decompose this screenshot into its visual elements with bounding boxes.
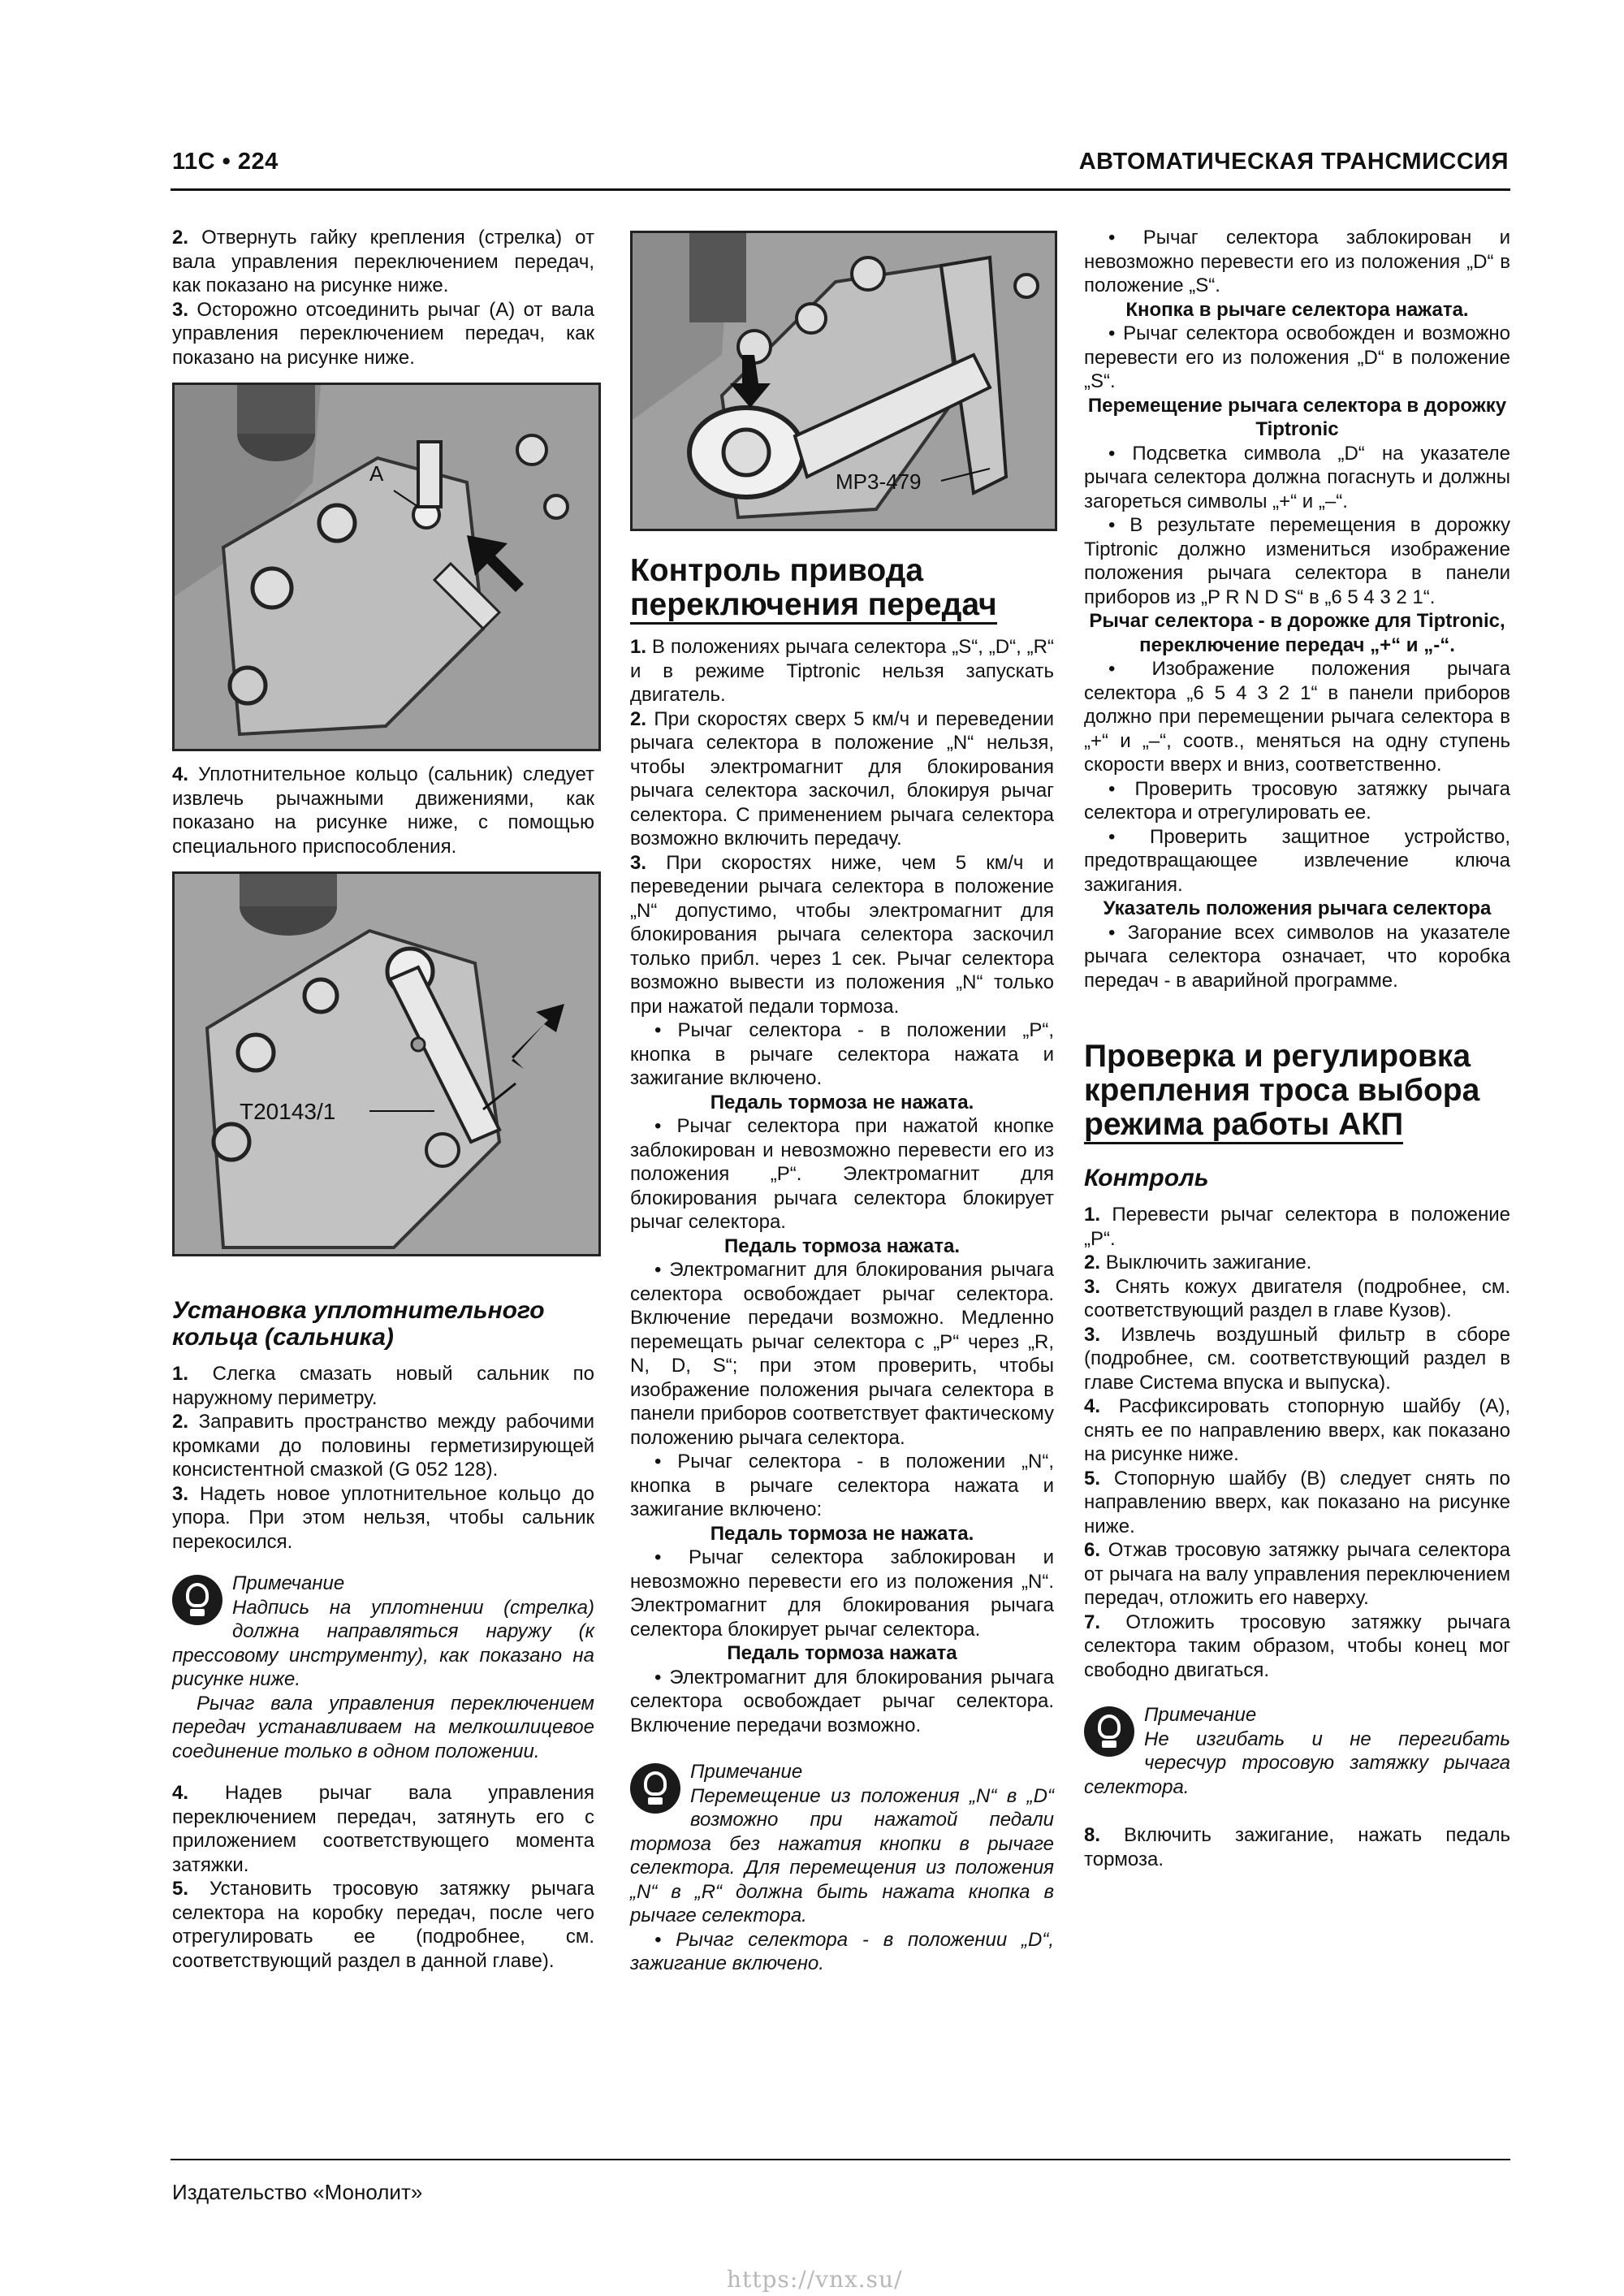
control-step-3: 3. Снять кожух двигателя (подробнее, см. соответствующий раздел в главе Кузов). (1084, 1275, 1510, 1321)
control-step-8: 8. Включить зажигание, нажать педаль тормоза. (1084, 1824, 1510, 1870)
bullet-p-position: • Рычаг селектора - в положении „P“, кнопка в рычаге селектора нажата и зажигание включено. (630, 1019, 1054, 1089)
note-bulb-icon (1084, 1706, 1134, 1757)
figure-label-a: A (369, 461, 384, 486)
heading-position-indicator: Указатель положения рычага селектора (1103, 897, 1492, 919)
install-step-1: 1. Слегка смазать новый сальник по наружному периметру. (172, 1363, 595, 1409)
note-cable-bend (1084, 1703, 1510, 1799)
step-2: 2. Отвернуть гайку крепления (стрелка) от вала управления переключением передач, как показано на рисунке ниже. (172, 227, 594, 296)
install-step-5: 5. Установить тросовую затяжку рычага селектора на коробку передач, после чего отрегулировать ее (подробнее, см. соответствующий раздел в данной главе). (172, 1878, 595, 1972)
figure-shaft-nut (630, 231, 1057, 531)
heading-brake-pressed-1: Педаль тормоза нажата. (724, 1234, 960, 1257)
control-step-6: 6. Отжав тросовую затяжку рычага селектора от рычага на валу управления переключением передач, отложить его наверху. (1084, 1539, 1510, 1609)
note-text-1: Надпись на уплотнении (стрелка) должна направляться наружу (к прессовому инструменту), как показано на рисунке ниже. (172, 1596, 594, 1690)
note-text-2: • Рычаг селектора - в положении „D“, зажигание включено. (630, 1928, 1054, 1974)
bullet-emergency-mode: • Загорание всех символов на указателе рычага селектора означает, что коробка передач - в аварийной программе. (1084, 921, 1510, 992)
control-step-4: 4. Расфиксировать стопорную шайбу (А), снять ее по направлению вверх, как показано на рисунке ниже. (1084, 1395, 1510, 1465)
note-bulb-icon (630, 1763, 680, 1814)
bullet-released-n: • Электромагнит для блокирования рычага селектора освобождает рычаг селектора. Включение передачи возможно. (630, 1666, 1054, 1736)
footer-rule (171, 2159, 1510, 2160)
page-number: 11C • 224 (172, 149, 279, 175)
note-bulb-icon (172, 1575, 222, 1625)
bullet-locked-n: • Рычаг селектора заблокирован и невозможно перевести его из положения „N“. Электромагнит для блокирования рычага селектора блокирует рычаг селектора. (630, 1546, 1054, 1641)
install-step-3: 3. Надеть новое уплотнительное кольцо до упора. При этом нельзя, чтобы сальник перекосился. (172, 1482, 594, 1553)
bullet-locked-p: • Рычаг селектора при нажатой кнопке заблокирован и невозможно перевести его из положения „P“. Электромагнит для блокирования рычага селектора блокирует рычаг селектора. (630, 1115, 1054, 1233)
header-rule (171, 188, 1510, 191)
bullet-d-symbol: • Подсветка символа „D“ на указателе рычага селектора должна погаснуть и должны загореться символы „+“ и „–“. (1084, 442, 1510, 512)
heading-brake-pressed-2: Педаль тормоза нажата (727, 1642, 957, 1664)
note-title: Примечание (232, 1572, 345, 1594)
control-step-1: 1. Перевести рычаг селектора в положение „P“. (1084, 1204, 1510, 1250)
subsection-control-title: Контроль (1084, 1165, 1209, 1191)
heading-tiptronic-shift: Рычаг селектора - в дорожке для Tiptronic, переключение передач „+“ и „-“. (1089, 610, 1505, 656)
bullet-locked-d: • Рычаг селектора заблокирован и невозможно перевести его из положения „D“ в положение „S“. (1084, 227, 1510, 296)
heading-brake-not-pressed-2: Педаль тормоза не нажата. (710, 1522, 974, 1545)
bullet-released-d: • Рычаг селектора освобожден и возможно перевести его из положения „D“ в положение „S“. (1084, 322, 1510, 392)
step-3: 3. Осторожно отсоединить рычаг (А) от вала управления переключением передач, как показано на рисунке ниже. (172, 298, 594, 369)
note-n-to-d (630, 1760, 1054, 1976)
heading-button-pressed: Кнопка в рычаге селектора нажата. (1125, 298, 1469, 321)
control-step-2: 2. Выключить зажигание. (1084, 1252, 1312, 1273)
control-step-5: 5. Стопорную шайбу (В) следует снять по направлению вверх, как показано на рисунке ниже. (1084, 1467, 1510, 1537)
install-step-2: 2. Заправить пространство между рабочими кромками до половины герметизирующей консистентной смазкой (G 052 128). (172, 1411, 594, 1481)
install-step-4: 4. Надев рычаг вала управления переключением передач, затянуть его с приложением соответствующего момента затяжки. (172, 1782, 594, 1876)
heading-tiptronic-move: Перемещение рычага селектора в дорожку Tiptronic (1087, 394, 1507, 440)
bullet-n-position: • Рычаг селектора - в положении „N“, кнопка в рычаге селектора нажата и зажигание включено: (630, 1451, 1054, 1520)
column-3 (1084, 226, 1510, 1871)
section-drive-check-title: Контроль привода переключения передач (630, 554, 1054, 622)
figure-seal-removal (172, 871, 601, 1256)
bullet-check-key-lock: • Проверить защитное устройство, предотвращающее извлечение ключа зажигания. (1084, 825, 1510, 896)
note-text-2: Рычаг вала управления переключением передач устанавливаем на мелкошлицевое соединение только в одном положении. (172, 1692, 594, 1762)
note-seal (172, 1572, 594, 1763)
chapter-title: АВТОМАТИЧЕСКАЯ ТРАНСМИССИЯ (1078, 149, 1509, 175)
section-seal-install-title: Установка уплотнительного кольца (сальника) (172, 1297, 545, 1351)
check-step-1: 1. В положениях рычага селектора „S“, „D“, „R“ и в режиме Tiptronic нельзя запускать двигатель. (630, 636, 1054, 706)
figure-lever-removal (172, 383, 601, 751)
bullet-check-cable: • Проверить тросовую затяжку рычага селектора и отрегулировать ее. (1084, 777, 1510, 824)
bullet-released-p: • Электромагнит для блокирования рычага селектора освобождает рычаг селектора. Включение передачи возможно. Медленно перемещать рычаг селектора с „P“ через „R, N, D, S“; при этом проверить, чтобы изображение положения рычага селектора в панели приборов соответствует фактическому положению рычага селектора. (630, 1259, 1054, 1449)
note-title: Примечание (1144, 1704, 1257, 1726)
check-step-2: 2. При скоростях сверх 5 км/ч и переведении рычага селектора в положение „N“ нельзя, чтобы электромагнит для блокирования рычага селектора заскочил, блокируя рычаг селектора. С применением рычага селектора возможно включить передачу. (630, 707, 1054, 850)
bullet-display-change: • Изображение положения рычага селектора „6 5 4 3 2 1“ в панели приборов должно при перемещении рычага селектора в „+“ и „–“, соотв., меняться на одну ступень скорости вверх и вниз, соответственно. (1084, 658, 1510, 776)
publisher: Издательство «Монолит» (172, 2180, 423, 2204)
bullet-tiptronic-display: • В результате перемещения в дорожку Tiptronic должно измениться изображение положения рычага селектора в панели приборов из „P R N D S“ в „6 5 4 3 2 1“. (1084, 514, 1510, 608)
step-4: 4. Уплотнительное кольцо (сальник) следует извлечь рычажными движениями, как показано на рисунке ниже, с помощью специального приспособления. (172, 763, 594, 858)
watermark-url: https://vnx.su/ (727, 2266, 903, 2293)
check-step-3: 3. При скоростях ниже, чем 5 км/ч и переведении рычага селектора в положение „N“ допустимо, чтобы электромагнит для блокирования рычага селектора заскочил только прибл. через 1 сек. Рычаг селектора возможно вывести из положения „N“ только при нажатой педали тормоза. (630, 851, 1054, 1018)
note-text-1: Не изгибать и не перегибать чересчур тросовую затяжку рычага селектора. (1084, 1727, 1510, 1798)
figure-label-tool: T20143/1 (240, 1099, 336, 1124)
note-title: Примечание (690, 1761, 803, 1783)
column-2 (630, 226, 1054, 1976)
section-cable-adjust-title: Проверка и регулировка крепления троса выбора режима работы АКП (1084, 1040, 1510, 1142)
heading-brake-not-pressed-1: Педаль тормоза не нажата. (710, 1091, 974, 1113)
note-text-1: Перемещение из положения „N“ в „D“ возможно при нажатой педали тормоза без нажатия кнопки в рычаге селектора. Для перемещения из положения „N“ в „R“ должна быть нажата кнопка в рычаге селектора. (630, 1784, 1054, 1926)
column-1 (172, 226, 594, 1973)
control-step-7: 7. Отложить тросовую затяжку рычага селектора таким образом, чтобы конец мог свободно двигаться. (1084, 1611, 1510, 1681)
figure-label-mp: MP3-479 (836, 469, 922, 494)
control-step-3b: 3. Извлечь воздушный фильтр в сборе (подробнее, см. соответствующий раздел в главе Система впуска и выпуска). (1084, 1323, 1510, 1394)
